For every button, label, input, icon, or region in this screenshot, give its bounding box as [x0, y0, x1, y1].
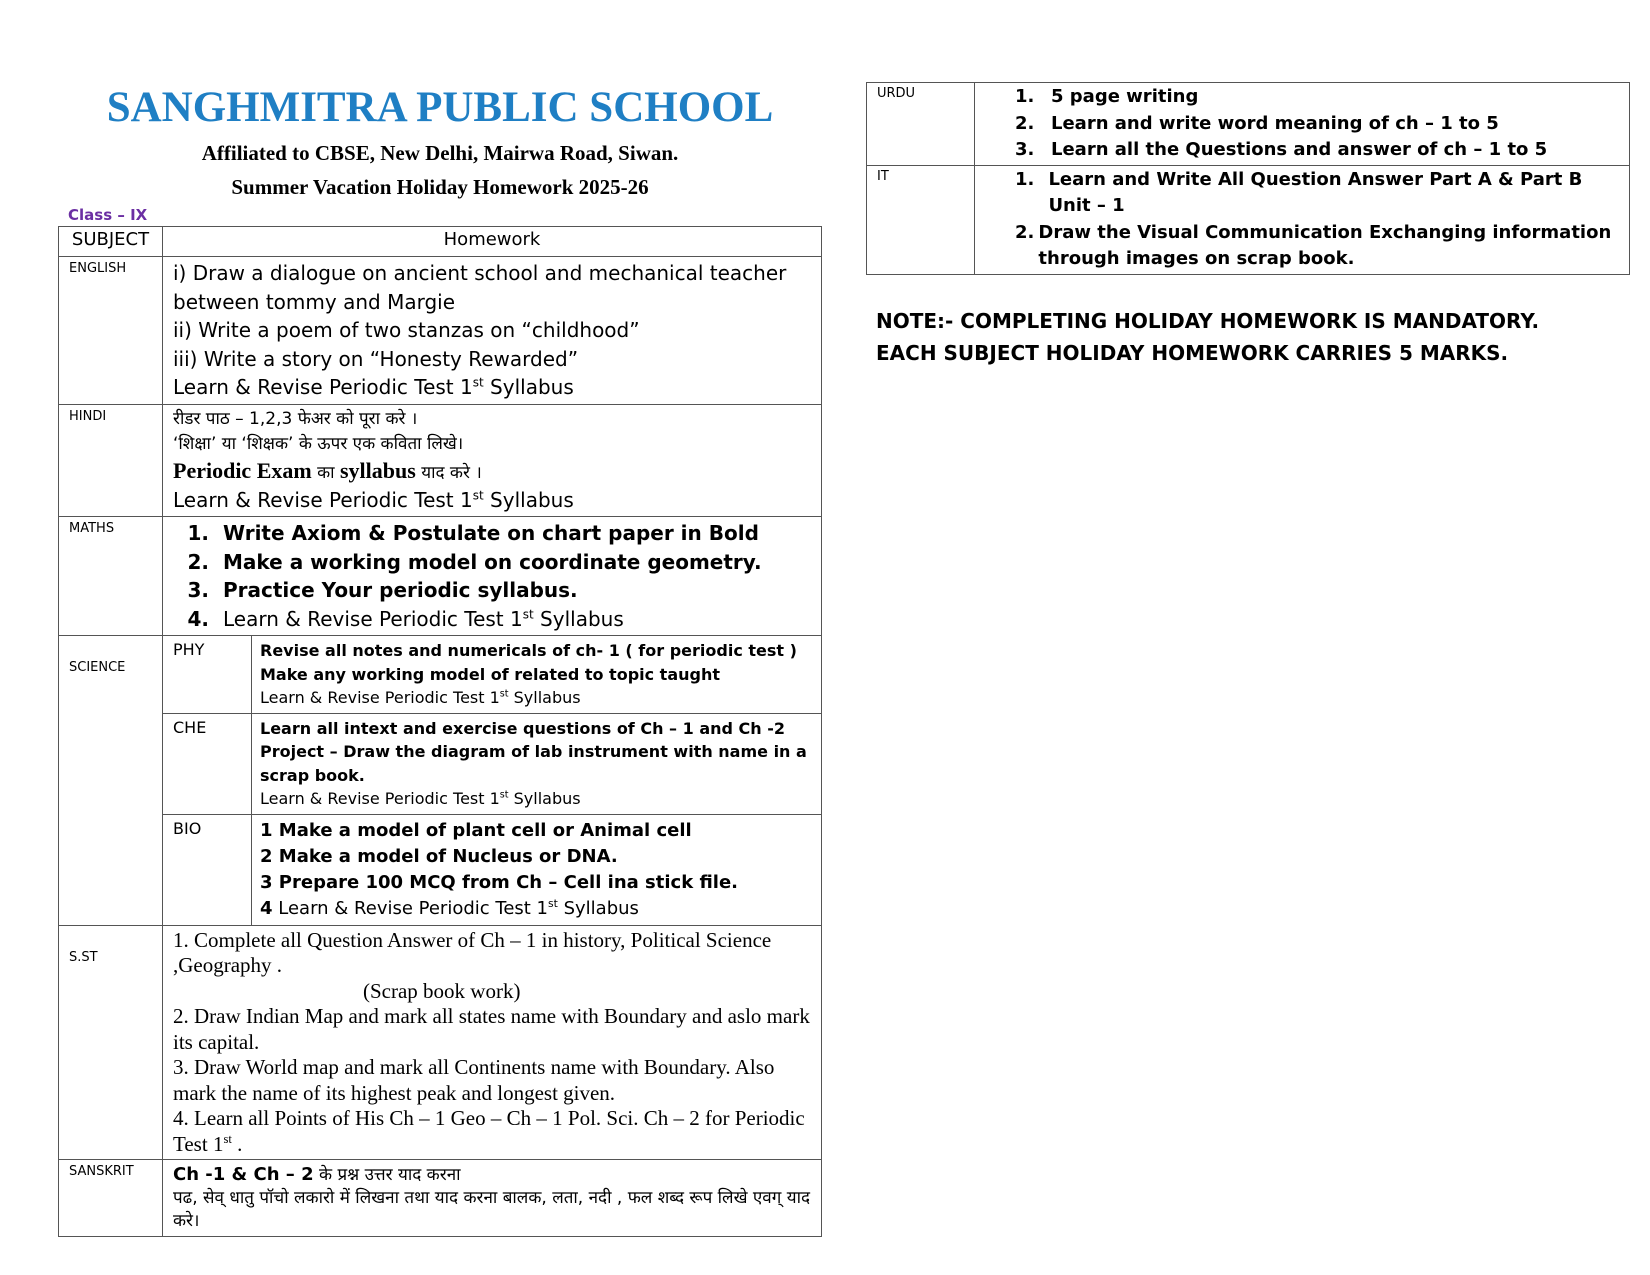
list-item: 3. Learn all the Questions and answer of ch – 1 to 5 [1015, 139, 1548, 160]
homework-phy [252, 636, 822, 713]
subject-urdu: URDU [867, 83, 975, 166]
row-english [59, 257, 822, 405]
english-revise: Learn & Revise Periodic Test 1st Syllabus [173, 375, 574, 399]
subject-sanskrit: SANSKRIT [59, 1160, 163, 1237]
left-column [58, 80, 822, 1237]
che-line: Project – Draw the diagram of lab instrument with name in a scrap book. [260, 742, 807, 785]
bio-line: 1 Make a model of plant cell or Animal cell [260, 819, 692, 841]
science-subtable [163, 636, 821, 925]
homework-note: NOTE:- COMPLETING HOLIDAY HOMEWORK IS MANDATORY. EACH SUBJECT HOLIDAY HOMEWORK CARRIES 5 MARKS. [876, 309, 1540, 365]
phy-revise: Learn & Revise Periodic Test 1st Syllabus [260, 688, 581, 707]
sst-line: (Scrap book work) [363, 978, 521, 1003]
row-maths [59, 517, 822, 636]
maths-list [163, 519, 811, 633]
subject-english: ENGLISH [59, 257, 163, 405]
list-item: 1. Write Axiom & Postulate on chart paper in Bold [187, 521, 759, 545]
list-item: 4. Learn & Revise Periodic Test 1st Syllabus [187, 606, 624, 631]
subject-phy: PHY [163, 636, 252, 713]
hindi-line: ‘शिक्षा’ या ‘शिक्षक’ के ऊपर एक कविता लिखे। [173, 433, 464, 454]
bio-line: 3 Prepare 100 MCQ from Ch – Cell ina stick file. [260, 871, 739, 893]
list-item: 1. Learn and Write All Question Answer Part A & Part B Unit – 1 [1015, 168, 1583, 216]
sst-line: 1. Complete all Question Answer of Ch – 1 in history, Political Science ,Geography . [173, 927, 772, 977]
row-che [163, 713, 821, 814]
homework-sanskrit [163, 1160, 822, 1237]
hindi-revise: Learn & Revise Periodic Test 1st Syllabus [173, 487, 574, 512]
row-it [867, 165, 1630, 274]
english-line: iii) Write a story on “Honesty Rewarded” [173, 346, 579, 371]
row-phy [163, 636, 821, 713]
phy-line: Revise all notes and numericals of ch- 1 ( for periodic test ) [260, 641, 797, 660]
bio-line: 2 Make a model of Nucleus or DNA. [260, 845, 618, 867]
list-item: 3. Practice Your periodic syllabus. [187, 578, 578, 602]
class-label: Class – IX [68, 206, 148, 224]
sst-line: 3. Draw World map and mark all Continents name with Boundary. Also mark the name of its highest peak and longest given. [173, 1055, 775, 1105]
sanskrit-line: Ch -1 & Ch – 2 के प्रश्न उत्तर याद करना [173, 1164, 461, 1185]
homework-english [163, 257, 822, 405]
sanskrit-line: पढ, सेव् धातु पॉचो लकारो में लिखना तथा याद करना बालक, लता, नदी , फल शब्द रूप लिखे एवग् याद करे। [173, 1188, 811, 1231]
affiliation: Affiliated to CBSE, New Delhi, Mairwa Road, Siwan. [201, 141, 679, 165]
row-bio [163, 814, 821, 925]
homework-bio [252, 814, 822, 925]
row-sst [59, 925, 822, 1160]
subject-science: SCIENCE [59, 636, 163, 926]
homework-che [252, 713, 822, 814]
homework-it [975, 165, 1630, 274]
right-column [866, 82, 1630, 275]
school-name: SANGHMITRA PUBLIC SCHOOL [106, 84, 774, 131]
row-hindi [59, 404, 822, 517]
hindi-line: रीडर पाठ – 1,2,3 फेअर को पूरा करे । [173, 408, 418, 429]
document-title: Summer Vacation Holiday Homework 2025-26 [231, 175, 649, 199]
it-list [1015, 167, 1621, 273]
homework-maths [163, 517, 822, 636]
subject-it: IT [867, 165, 975, 274]
bio-revise: 4 Learn & Revise Periodic Test 1st Syllabus [260, 896, 639, 919]
homework-table [58, 226, 822, 1237]
english-line: i) Draw a dialogue on ancient school and mechanical teacher between tommy and Margie [173, 261, 787, 314]
subject-hindi: HINDI [59, 404, 163, 517]
homework-table-continued [866, 82, 1630, 275]
sst-line: 4. Learn all Points of His Ch – 1 Geo – Ch – 1 Pol. Sci. Ch – 2 for Periodic Test 1st . [173, 1106, 805, 1156]
row-urdu [867, 83, 1630, 166]
homework-sst [163, 925, 822, 1160]
urdu-list [1015, 84, 1621, 164]
english-line: ii) Write a poem of two stanzas on “childhood” [173, 318, 640, 342]
subject-bio: BIO [163, 814, 252, 925]
row-sanskrit [59, 1160, 822, 1237]
sst-line: 2. Draw Indian Map and mark all states name with Boundary and aslo mark its capital. [173, 1004, 810, 1054]
row-science [59, 636, 822, 926]
col-subject-header: SUBJECT [59, 227, 163, 257]
homework-urdu [975, 83, 1630, 166]
homework-science [163, 636, 822, 926]
list-item: 2. Learn and write word meaning of ch – 1 to 5 [1015, 112, 1499, 134]
subject-maths: MATHS [59, 517, 163, 636]
hindi-periodic-line: Periodic Exam का syllabus याद करे । [173, 457, 482, 483]
che-line: Learn all intext and exercise questions of Ch – 1 and Ch -2 [260, 718, 785, 738]
table-header-row [59, 227, 822, 257]
phy-line: Make any working model of related to topic taught [260, 664, 721, 684]
list-item: 1. 5 page writing [1015, 86, 1199, 107]
che-revise: Learn & Revise Periodic Test 1st Syllabus [260, 789, 581, 808]
subject-sst: S.ST [59, 925, 163, 1160]
subject-che: CHE [163, 713, 252, 814]
list-item: 2. Draw the Visual Communication Exchanging information through images on scrap book. [1015, 221, 1612, 269]
list-item: 2. Make a working model on coordinate geometry. [187, 549, 762, 574]
col-homework-header: Homework [163, 227, 822, 257]
homework-hindi [163, 404, 822, 517]
